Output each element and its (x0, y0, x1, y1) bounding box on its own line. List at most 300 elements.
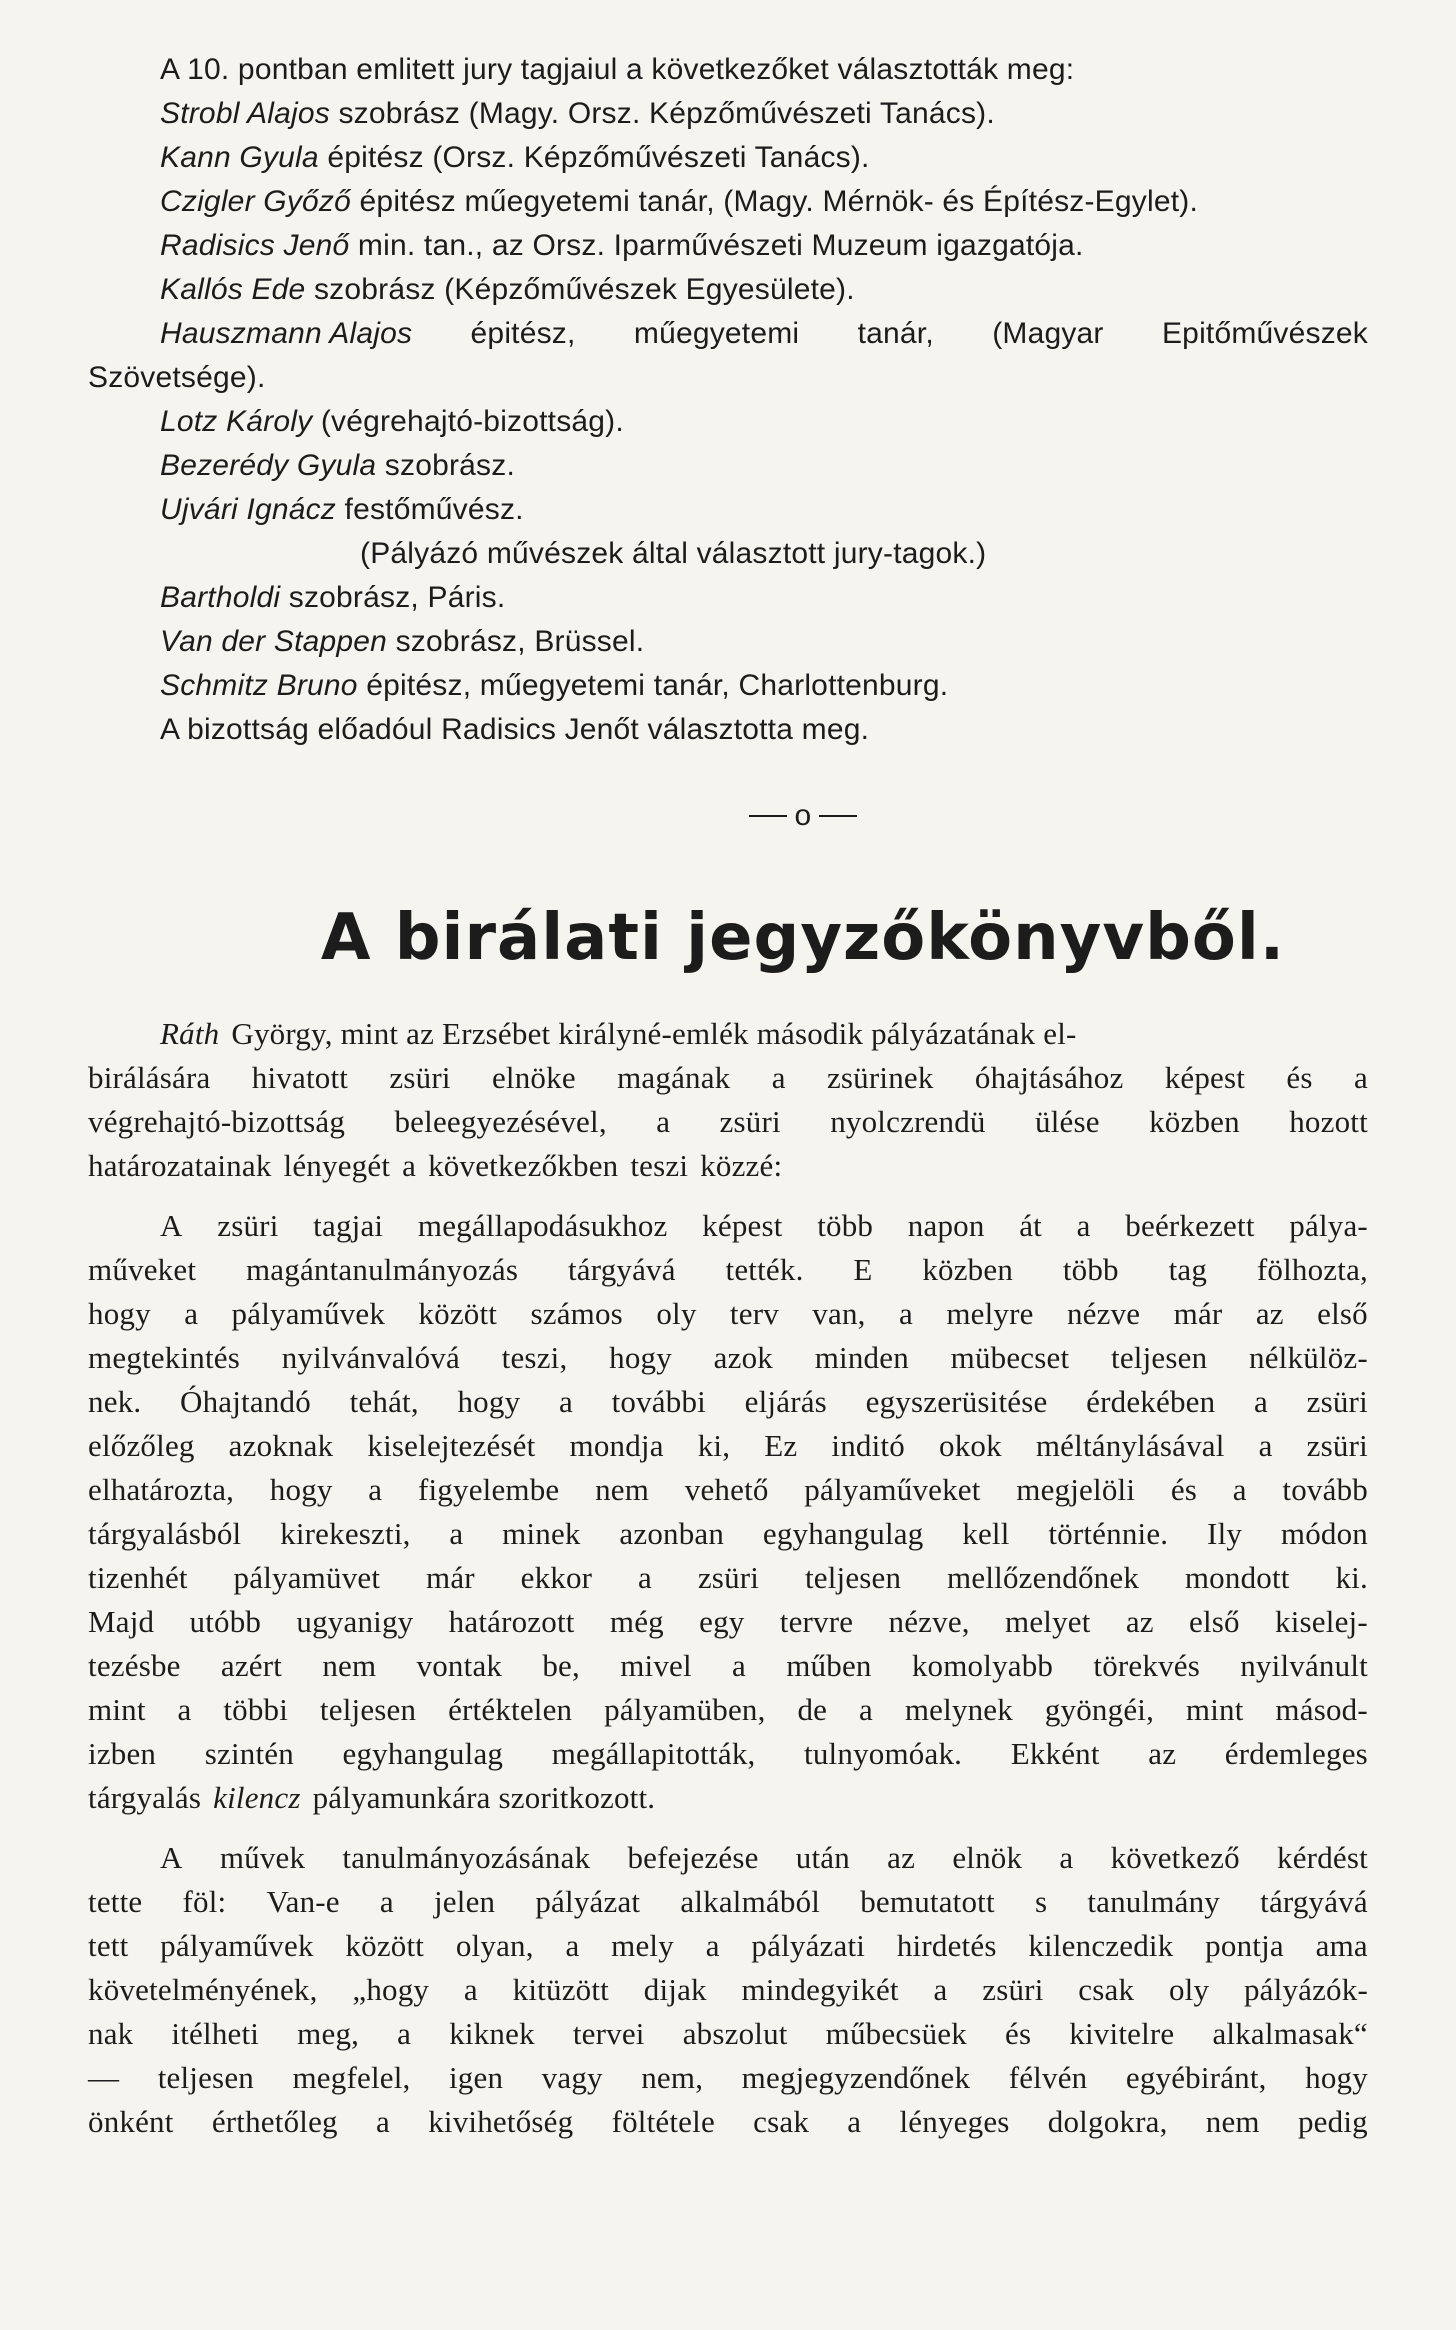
word: mübecset (950, 1340, 1070, 1375)
member-name: Kallós Ede (160, 273, 306, 306)
word: számos (530, 1296, 623, 1331)
member-role-continuation: Szövetsége). (88, 361, 266, 394)
word: a (1258, 1428, 1273, 1463)
divider-dash (749, 815, 787, 817)
word: hogy (457, 1384, 521, 1419)
word: és (1286, 1060, 1313, 1095)
word: már (426, 1560, 475, 1595)
text-line (88, 1880, 1368, 1924)
word: érdekében (1086, 1384, 1216, 1419)
word: Van-e (266, 1884, 340, 1919)
word: abszolut (682, 2016, 788, 2051)
word: teljesen (319, 1692, 417, 1727)
document-page (88, 48, 1368, 2144)
list-intro: A 10. pontban emlitett jury tagjaiul a következőket választották meg: (160, 53, 1075, 86)
word: megállapitották, (551, 1736, 756, 1771)
word: tett (88, 1928, 129, 1963)
word: első (1189, 1604, 1240, 1639)
word: nézve (1066, 1296, 1141, 1331)
word: további (611, 1384, 706, 1419)
word: kell (962, 1516, 1010, 1551)
word: tulnyomóak. (804, 1736, 963, 1771)
word: teljesen (804, 1560, 902, 1595)
word: egyhangulag (762, 1516, 924, 1551)
word: között (345, 1928, 425, 1963)
member-role-word: (Magyar (992, 317, 1104, 350)
word: érthetőleg (211, 2104, 338, 2139)
word: nak (88, 2016, 134, 2051)
word: tanulmány (1087, 1884, 1220, 1919)
italic-word: Ráth (160, 1016, 220, 1051)
word: izben (88, 1736, 157, 1771)
word: a (732, 1648, 746, 1683)
word: E (853, 1252, 873, 1287)
text-line (88, 2100, 1368, 2144)
word: Ily (1207, 1516, 1243, 1551)
jury-member (88, 224, 1368, 268)
word: hozott (1289, 1104, 1368, 1139)
word: a (463, 1972, 478, 2007)
word: teszi (630, 1148, 689, 1183)
word: a (858, 1692, 873, 1727)
word: pontja (1205, 1928, 1284, 1963)
word: kilenczedik (1028, 1928, 1174, 1963)
word: műbecsüek (825, 2016, 967, 2051)
jury-member (88, 180, 1368, 224)
word: a (1059, 1840, 1074, 1875)
word: kiselejtezését (367, 1428, 536, 1463)
word: tezésbe (88, 1648, 181, 1683)
text-line (88, 1424, 1368, 1468)
member-name: Kann Gyula (160, 141, 319, 174)
word: érdemleges (1224, 1736, 1368, 1771)
word: melyet (1005, 1604, 1091, 1639)
member-role: szobrász, Páris. (288, 581, 506, 614)
word: a (368, 1472, 383, 1507)
word: tehát, (349, 1384, 419, 1419)
word: a (402, 1148, 417, 1183)
word: zsüri (697, 1560, 760, 1595)
word: következőkben (428, 1148, 619, 1183)
word: meg, (297, 2016, 360, 2051)
word: beleegyezésével, (394, 1104, 607, 1139)
word: értéktelen (448, 1692, 573, 1727)
member-name: Schmitz Bruno (160, 669, 358, 702)
member-role: min. tan., az Orsz. Iparművészeti Muzeum igazgatója. (357, 229, 1084, 262)
word: napon (907, 1208, 985, 1243)
word: ugyanigy (296, 1604, 414, 1639)
word: át (1019, 1208, 1042, 1243)
word: elhatározta, (88, 1472, 235, 1507)
word: törekvés (1093, 1648, 1200, 1683)
word: oly (1168, 1972, 1210, 2007)
jury-member (88, 620, 1368, 664)
word: határozott (448, 1604, 575, 1639)
word-run: pályamunkára szoritkozott. (312, 1780, 656, 1815)
paragraph (88, 1204, 1368, 1820)
word: egyhangulag (342, 1736, 504, 1771)
text-line (88, 1100, 1368, 1144)
section-heading: A birálati jegyzőkönyvből. (320, 901, 1286, 975)
word: azonban (619, 1516, 725, 1551)
word: van, (812, 1296, 866, 1331)
word: kivihetőség (428, 2104, 574, 2139)
word: itélheti (171, 2016, 260, 2051)
word: megtekintés (88, 1340, 240, 1375)
word: zsüri (1306, 1384, 1368, 1419)
word: kérdést (1277, 1840, 1368, 1875)
word: magának (617, 1060, 731, 1095)
word: ki, (697, 1428, 731, 1463)
member-role: szobrász. (384, 449, 515, 482)
text-line (88, 1512, 1368, 1556)
text-line (88, 1248, 1368, 1292)
word: másod- (1275, 1692, 1368, 1727)
word: azok (713, 1340, 773, 1375)
word: nem (1205, 2104, 1260, 2139)
word: kiselej- (1275, 1604, 1368, 1639)
word: után (795, 1840, 850, 1875)
word: nyolczrendü (830, 1104, 986, 1139)
word: kitüzött (512, 1972, 609, 2007)
member-role: épitész műegyetemi tanár, (Magy. Mérnök- és Építész-Egylet). (359, 185, 1198, 218)
member-role: épitész (Orsz. Képzőművészeti Tanács). (327, 141, 870, 174)
word: tették. (725, 1252, 804, 1287)
text-line (88, 1292, 1368, 1336)
jury-member-hauszmann (88, 312, 1368, 356)
word: az (887, 1840, 916, 1875)
word: figyelembe (417, 1472, 560, 1507)
word: okok (939, 1428, 1002, 1463)
word: zsüri (1306, 1428, 1368, 1463)
paragraph (88, 1836, 1368, 2144)
jury-member-list (88, 48, 1368, 752)
word: megállapodásukhoz (417, 1208, 668, 1243)
word: — (88, 2060, 120, 2095)
jury-member (88, 576, 1368, 620)
word: a (847, 2104, 862, 2139)
word: a (184, 1296, 199, 1331)
word: az (1255, 1296, 1284, 1331)
word: tette (88, 1884, 143, 1919)
jury-member (88, 136, 1368, 180)
word: vehető (684, 1472, 769, 1507)
word: magántanulmányozás (245, 1252, 519, 1287)
word: tagjai (313, 1208, 384, 1243)
word: igen (448, 2060, 504, 2095)
word: azoknak (228, 1428, 334, 1463)
word: zsürinek (826, 1060, 934, 1095)
elected-members-note: (Pályázó művészek által választott jury-tagok.) (360, 537, 987, 570)
word: kiknek (449, 2016, 535, 2051)
word: a (177, 1692, 192, 1727)
word: módon (1280, 1516, 1368, 1551)
word: mely (611, 1928, 674, 1963)
word: vagy (541, 2060, 603, 2095)
word: föl: (182, 1884, 227, 1919)
word: történnie. (1048, 1516, 1169, 1551)
word: elnök (952, 1840, 1023, 1875)
text-line (88, 1336, 1368, 1380)
word: melynek (904, 1692, 1013, 1727)
word: tovább (1282, 1472, 1368, 1507)
word: hogy (88, 1296, 151, 1331)
word: zsüri (389, 1060, 451, 1095)
word: a (705, 1928, 720, 1963)
word: mint (1185, 1692, 1244, 1727)
text-line (88, 2056, 1368, 2100)
word: a (565, 1928, 580, 1963)
word: hivatott (251, 1060, 349, 1095)
word: előzőleg (88, 1428, 195, 1463)
word: ülése (1035, 1104, 1100, 1139)
word: tag (1168, 1252, 1208, 1287)
word: többi (223, 1692, 289, 1727)
body-text (88, 1012, 1368, 2144)
word: ekkor (520, 1560, 593, 1595)
member-name: Bartholdi (160, 581, 281, 614)
word: pályamüben, (604, 1692, 766, 1727)
text-line (88, 1012, 1368, 1056)
member-role-word: műegyetemi (633, 317, 800, 350)
word: tanulmányozásának (342, 1840, 591, 1875)
word: tárgyává (1260, 1884, 1368, 1919)
text-line (88, 1688, 1368, 1732)
word: kirekeszti, (280, 1516, 411, 1551)
word: hogy (1305, 2060, 1368, 2095)
word: a (449, 1516, 464, 1551)
word: nélkülöz- (1249, 1340, 1368, 1375)
word: lényeges (899, 2104, 1010, 2139)
member-role: szobrász, Brüssel. (395, 625, 645, 658)
word: befejezése (627, 1840, 759, 1875)
word: de (797, 1692, 828, 1727)
member-role-word: Epitőművészek (1161, 317, 1368, 350)
word: mivel (620, 1648, 692, 1683)
word: képest (702, 1208, 783, 1243)
word: pályázati (751, 1928, 866, 1963)
word: „hogy (352, 1972, 430, 2007)
italic-word: kilencz (213, 1780, 301, 1815)
text-line (88, 1468, 1368, 1512)
word: nézve, (888, 1604, 970, 1639)
member-name: Van der Stappen (160, 625, 388, 658)
text-line (88, 1600, 1368, 1644)
word: hogy (269, 1472, 333, 1507)
word: az (1148, 1736, 1177, 1771)
word: birálására (88, 1060, 211, 1095)
word: olyan, (455, 1928, 534, 1963)
word: lényegét (283, 1148, 391, 1183)
word: közzé: (700, 1148, 783, 1183)
text-line (88, 1836, 1368, 1880)
word: a (1076, 1208, 1091, 1243)
word: csak (1078, 1972, 1135, 2007)
word: terv (729, 1296, 779, 1331)
word: a (656, 1104, 671, 1139)
rapporteur-line: A bizottság előadóul Radisics Jenőt választotta meg. (160, 713, 870, 746)
word: és (1170, 1472, 1198, 1507)
word: még (609, 1604, 664, 1639)
word: és (1005, 2016, 1032, 2051)
word: minek (502, 1516, 581, 1551)
word: pálya- (1289, 1208, 1368, 1243)
word: komolyabb (911, 1648, 1054, 1683)
word: a (558, 1384, 573, 1419)
word: dolgokra, (1047, 2104, 1168, 2139)
word: hirdetés (896, 1928, 997, 1963)
word: közben (922, 1252, 1014, 1287)
word: nem (322, 1648, 377, 1683)
word: mondja (569, 1428, 664, 1463)
word: több (1062, 1252, 1119, 1287)
word: már (1173, 1296, 1223, 1331)
word: A (160, 1840, 183, 1875)
word: félvén (1008, 2060, 1088, 2095)
word: minden (814, 1340, 909, 1375)
word: nyilvánvalóvá (281, 1340, 460, 1375)
word: melyre (946, 1296, 1034, 1331)
member-name: Czigler Győző (160, 185, 351, 218)
word-run: tárgyalás (88, 1780, 202, 1815)
text-line (88, 1380, 1368, 1424)
word: Majd (88, 1604, 155, 1639)
member-role-word: épitész, (470, 317, 576, 350)
word: bemutatott (860, 1884, 995, 1919)
word: nyilvánult (1240, 1648, 1368, 1683)
word: beérkezett (1125, 1208, 1255, 1243)
word: megfelel, (292, 2060, 411, 2095)
section-divider (88, 774, 1368, 858)
word: dijak (643, 1972, 707, 2007)
text-line (88, 1732, 1368, 1776)
jury-member (88, 488, 1368, 532)
text-line (88, 1968, 1368, 2012)
word: a (1353, 1060, 1368, 1095)
word: tizenhét (88, 1560, 188, 1595)
word: pályaművek (231, 1296, 386, 1331)
word: mint (88, 1692, 146, 1727)
member-name: Strobl Alajos (160, 97, 330, 130)
word: csak (753, 2104, 810, 2139)
word: tervre (779, 1604, 854, 1639)
word: műveket (88, 1252, 197, 1287)
word: eljárás (744, 1384, 827, 1419)
word: a (397, 2016, 412, 2051)
word: Ez (764, 1428, 798, 1463)
word: mindegyikét (741, 1972, 899, 2007)
word: követelményének, (88, 1972, 318, 2007)
word: nem (595, 1472, 650, 1507)
word: a (1232, 1472, 1247, 1507)
text-line (88, 1204, 1368, 1248)
text-line (88, 1644, 1368, 1688)
word: Óhajtandó (179, 1384, 311, 1419)
word: ama (1315, 1928, 1368, 1963)
word: hogy (609, 1340, 672, 1375)
word: nek. (88, 1384, 142, 1419)
member-name: Bezerédy Gyula (160, 449, 377, 482)
jury-member (88, 400, 1368, 444)
word: képest (1164, 1060, 1246, 1095)
word: utóbb (189, 1604, 262, 1639)
word: zsüri (719, 1104, 781, 1139)
divider-dash (819, 815, 857, 817)
jury-member (88, 664, 1368, 708)
text-line (88, 1556, 1368, 1600)
word: jelen (433, 1884, 496, 1919)
word: határozatainak (88, 1148, 272, 1183)
member-name: Ujvári Ignácz (160, 493, 336, 526)
word: be, (542, 1648, 580, 1683)
text-line (88, 1144, 1368, 1188)
word: közben (1149, 1104, 1240, 1139)
word: pályázók- (1243, 1972, 1368, 2007)
word: A (160, 1208, 183, 1243)
member-role: szobrász (Képzőművészek Egyesülete). (313, 273, 855, 306)
word: inditó (831, 1428, 905, 1463)
word: tárgyává (567, 1252, 676, 1287)
word: gyöngéi, (1044, 1692, 1155, 1727)
word: a (771, 1060, 786, 1095)
paragraph (88, 1012, 1368, 1188)
member-name: Radisics Jenő (160, 229, 350, 262)
word: a (379, 1884, 394, 1919)
word: méltánylásával (1035, 1428, 1225, 1463)
text-line (88, 1056, 1368, 1100)
word: megjegyzendőnek (741, 2060, 971, 2095)
word: oly (656, 1296, 697, 1331)
word: alkalmasak“ (1212, 2016, 1368, 2051)
word: pályamüvet (233, 1560, 381, 1595)
member-name: Hauszmann Alajos (160, 317, 413, 350)
word: több (817, 1208, 874, 1243)
word: föltétele (611, 2104, 715, 2139)
word: zsüri (982, 1972, 1044, 2007)
word: az (1125, 1604, 1154, 1639)
word: mondott (1184, 1560, 1290, 1595)
word: tárgyalásból (88, 1516, 242, 1551)
word-run: György, mint az Erzsébet királyné-emlék második pályázatának el- (231, 1016, 1077, 1051)
word: a (376, 2104, 390, 2139)
word: a (898, 1296, 913, 1331)
word: mellőzendőnek (947, 1560, 1140, 1595)
member-name: Lotz Károly (160, 405, 313, 438)
word: Ekként (1010, 1736, 1100, 1771)
member-role: szobrász (Magy. Orsz. Képzőművészeti Tanács). (338, 97, 995, 130)
word: műben (786, 1648, 872, 1683)
word: elnöke (491, 1060, 576, 1095)
word: következő (1110, 1840, 1240, 1875)
text-line (88, 1776, 1368, 1820)
word: azért (220, 1648, 283, 1683)
jury-member (88, 268, 1368, 312)
word: egyébiránt, (1125, 2060, 1267, 2095)
word: fölhozta, (1256, 1252, 1368, 1287)
word: szintén (204, 1736, 294, 1771)
word: a (933, 1972, 948, 2007)
word: művek (219, 1840, 306, 1875)
word: óhajtásához (974, 1060, 1124, 1095)
word: teszi, (501, 1340, 568, 1375)
word: teljesen (157, 2060, 254, 2095)
word: egy (699, 1604, 745, 1639)
word: teljesen (1111, 1340, 1208, 1375)
word: első (1317, 1296, 1368, 1331)
word: végrehajtó-bizottság (88, 1104, 346, 1139)
word: között (418, 1296, 498, 1331)
word: pályaművek (160, 1928, 314, 1963)
